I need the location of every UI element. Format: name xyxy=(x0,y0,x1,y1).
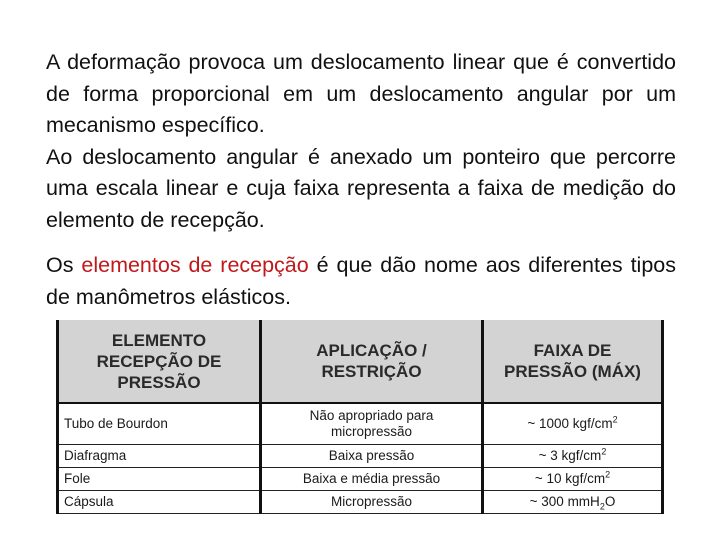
range-superscript: 2 xyxy=(612,414,618,425)
cell-element: Fole xyxy=(58,468,261,491)
cell-application: Micropressão xyxy=(261,491,483,514)
table-row xyxy=(58,403,663,445)
cell-element: Diafragma xyxy=(58,445,261,468)
paragraph-suffix: é que dão nome aos diferentes tipos de manômetros elásticos. xyxy=(46,253,676,309)
range-tail: O xyxy=(604,494,616,509)
range-superscript: 2 xyxy=(605,469,611,480)
cell-element: Cápsula xyxy=(58,491,261,514)
highlight-receiving-elements: elementos de recepção xyxy=(81,253,309,277)
header-element xyxy=(58,320,261,403)
header-range-line2: PRESSÃO (MÁX) xyxy=(504,362,641,381)
cell-application-line2: micropressão xyxy=(330,424,413,439)
header-range-line1: FAIXA DE xyxy=(533,341,612,360)
cell-application: Baixa e média pressão xyxy=(261,468,483,491)
cell-pressure-range xyxy=(483,468,663,491)
header-application xyxy=(261,320,483,403)
cell-application-line1: Não apropriado para xyxy=(309,408,434,423)
header-application-line1: APLICAÇÃO / xyxy=(316,341,427,360)
range-superscript: 2 xyxy=(601,446,607,457)
header-element-line2: RECEPÇÃO DE xyxy=(96,351,222,371)
table-row xyxy=(58,445,663,468)
range-value: ~ 300 mmH xyxy=(529,494,600,509)
header-element-line3: PRESSÃO xyxy=(117,372,201,392)
range-value: ~ 10 kgf/cm xyxy=(534,471,606,486)
range-subscript: 2 xyxy=(599,501,605,512)
paragraph-description-part1: A deformação provoca um deslocamento linear que é convertido de forma proporcional em um deslocamento angular por um mecanismo específico. xyxy=(46,50,676,137)
cell-pressure-range xyxy=(483,403,663,445)
pressure-elements-table-wrap xyxy=(56,320,661,528)
paragraph-prefix: Os xyxy=(46,253,82,277)
header-element-line1: ELEMENTO xyxy=(111,330,207,350)
cell-application: Baixa pressão xyxy=(261,445,483,468)
cell-element: Tubo de Bourdon xyxy=(58,403,261,445)
cell-pressure-range xyxy=(483,445,663,468)
table-row xyxy=(58,491,663,514)
cell-application xyxy=(261,403,483,445)
header-application-line2: RESTRIÇÃO xyxy=(321,362,422,381)
table-header-row xyxy=(58,320,663,403)
paragraph-receiving-elements xyxy=(46,250,676,313)
table-row xyxy=(58,468,663,491)
pressure-elements-table xyxy=(56,320,664,514)
paragraph-description-part2: Ao deslocamento angular é anexado um ponteiro que percorre uma escala linear e cuja faixa representa a faixa de medição do elemento de recepção. xyxy=(46,144,676,232)
range-value: ~ 1000 kgf/cm xyxy=(527,416,613,431)
paragraph-description xyxy=(46,47,676,236)
cell-pressure-range xyxy=(483,491,663,514)
header-pressure-range xyxy=(483,320,663,403)
range-value: ~ 3 kgf/cm xyxy=(538,448,602,463)
